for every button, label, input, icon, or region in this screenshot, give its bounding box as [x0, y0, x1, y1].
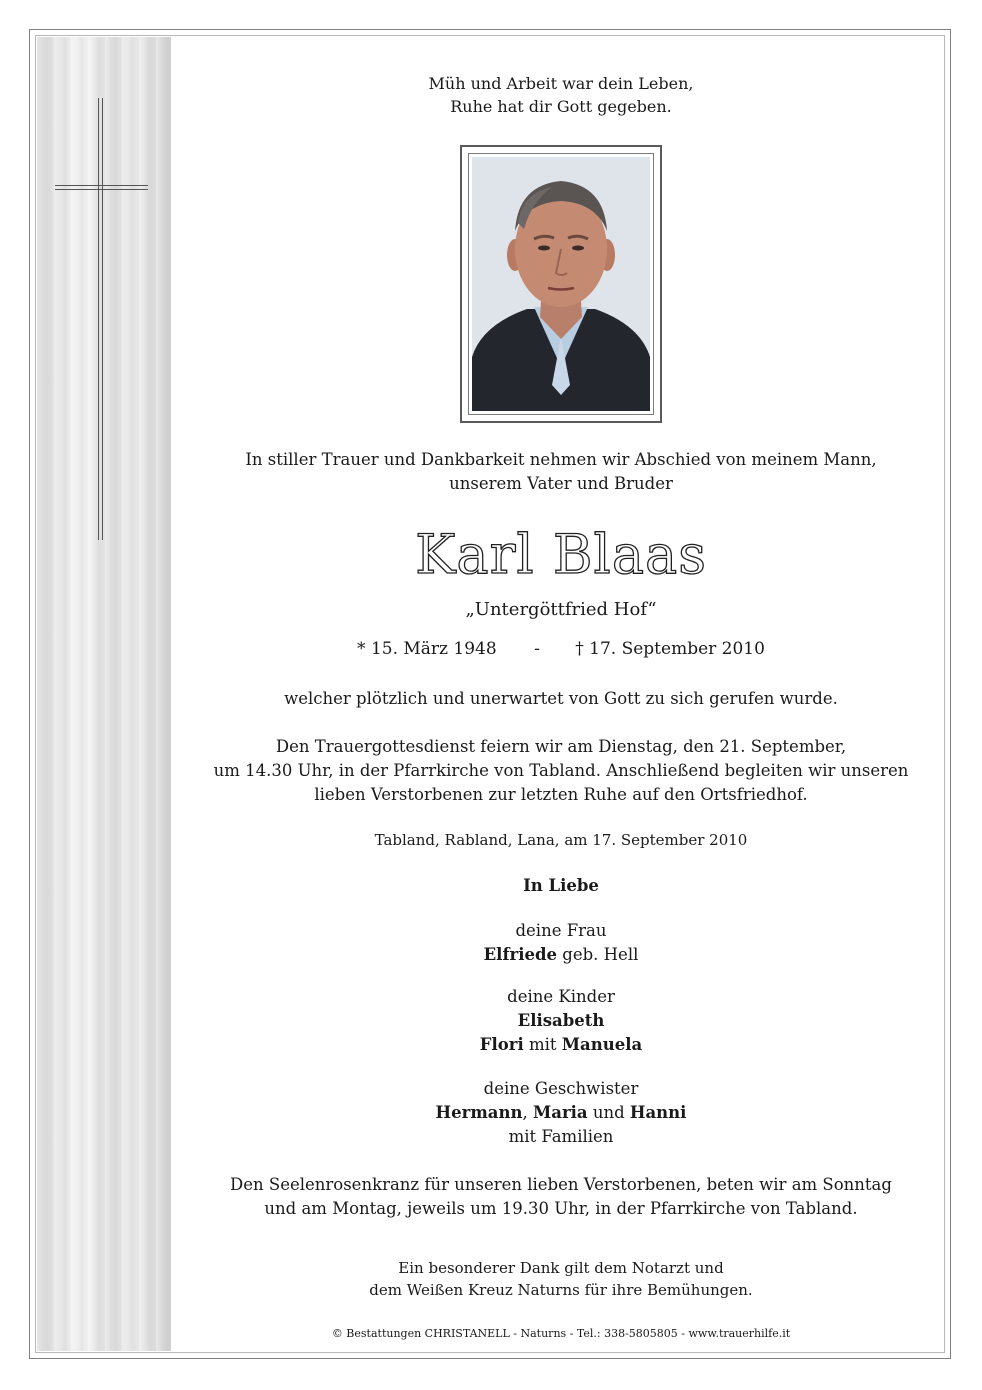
thanks-line-2: dem Weißen Kreuz Naturns für ihre Bemühungen. — [369, 1281, 753, 1299]
sibling-sep-2: und — [587, 1103, 630, 1122]
child-1 — [171, 1009, 951, 1033]
funeral-text — [171, 735, 951, 807]
sudden-death-text: welcher plötzlich und unerwartet von Gott zu sich gerufen wurde. — [284, 689, 838, 708]
intro-text — [171, 448, 951, 496]
rosary-text — [171, 1173, 951, 1221]
farm-name: „Untergöttfried Hof“ — [465, 599, 657, 620]
portrait-illustration — [472, 157, 650, 411]
verse — [171, 72, 951, 118]
footer-credit: © Bestattungen CHRISTANELL - Naturns - Tel.: 338-5805805 - www.trauerhilfe.it — [331, 1327, 791, 1340]
child-2-connector: mit — [523, 1035, 562, 1054]
wife-line — [171, 943, 951, 967]
funeral-line-2: um 14.30 Uhr, in der Pfarrkirche von Tabland. Anschließend begleiten wir unseren — [213, 761, 909, 780]
intro-line-2: unserem Vater und Bruder — [449, 474, 673, 493]
cross-horizontal — [55, 185, 148, 190]
intro-line-1: In stiller Trauer und Dankbarkeit nehmen wir Abschied von meinem Mann, — [245, 450, 877, 469]
siblings-suffix: mit Familien — [508, 1127, 614, 1146]
portrait-photo — [472, 157, 650, 411]
life-dates — [171, 637, 951, 661]
sibling-sep-1: , — [522, 1103, 533, 1122]
siblings-names — [171, 1101, 951, 1125]
side-band — [37, 37, 171, 1351]
wife-group — [171, 919, 951, 967]
sibling-2: Maria — [532, 1103, 588, 1122]
death-date: † 17. September 2010 — [575, 639, 765, 659]
sibling-3: Hanni — [629, 1103, 687, 1122]
child-2 — [171, 1033, 951, 1057]
children-group — [171, 985, 951, 1057]
wife-suffix: geb. Hell — [557, 945, 639, 964]
funeral-line-3: lieben Verstorbenen zur letzten Ruhe auf den Ortsfriedhof. — [314, 785, 808, 804]
wife-label: deine Frau — [515, 921, 607, 940]
in-love: In Liebe — [523, 876, 599, 895]
siblings-group — [171, 1077, 951, 1149]
verse-line-2: Ruhe hat dir Gott gegeben. — [450, 97, 672, 116]
siblings-label: deine Geschwister — [483, 1079, 639, 1098]
sibling-1: Hermann — [435, 1103, 523, 1122]
thanks-text — [171, 1257, 951, 1301]
funeral-line-1: Den Trauergottesdienst feiern wir am Dienstag, den 21. September, — [275, 737, 847, 756]
child-2-name: Flori — [479, 1035, 524, 1054]
thanks-line-1: Ein besonderer Dank gilt dem Notarzt und — [398, 1259, 724, 1277]
birth-date: * 15. März 1948 — [357, 639, 497, 659]
place-date: Tabland, Rabland, Lana, am 17. September 2010 — [374, 831, 748, 849]
portrait-frame — [460, 145, 662, 423]
rosary-line-2: und am Montag, jeweils um 19.30 Uhr, in der Pfarrkirche von Tabland. — [264, 1199, 858, 1218]
child-1-name: Elisabeth — [517, 1011, 605, 1030]
verse-line-1: Müh und Arbeit war dein Leben, — [428, 74, 694, 93]
children-label: deine Kinder — [507, 987, 615, 1006]
wife-name: Elfriede — [483, 945, 558, 964]
cross-vertical — [98, 98, 103, 540]
rosary-line-1: Den Seelenrosenkranz für unseren lieben Verstorbenen, beten wir am Sonntag — [230, 1175, 892, 1194]
child-2-partner: Manuela — [561, 1035, 643, 1054]
deceased-name: Karl Blaas — [415, 523, 707, 586]
date-separator: - — [534, 639, 540, 659]
